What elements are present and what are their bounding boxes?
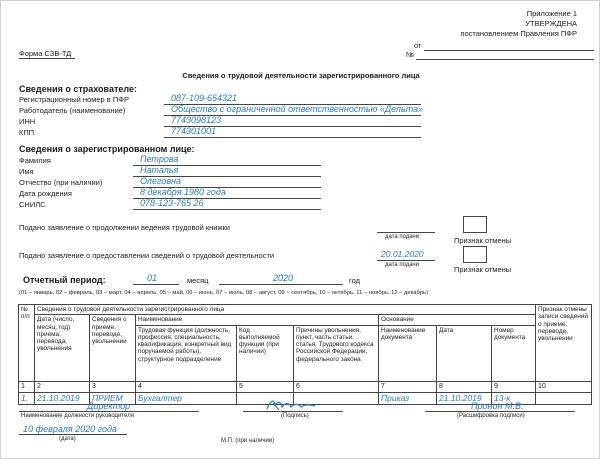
kpp-label: КПП [19, 128, 35, 137]
kpp-line [164, 137, 421, 138]
period-month-label: месяц [187, 276, 209, 285]
from-label: от [414, 41, 422, 50]
paper-book-date-label: дата подачи [385, 234, 420, 240]
electronic-cancel-box[interactable] [463, 246, 487, 263]
header-name: Наименование [136, 315, 379, 325]
header-date: Дата (число, месяц, год) приема, перевода, увольнения [35, 315, 90, 381]
header-event: Сведения о приеме, переводе, увольнении [90, 315, 136, 381]
col-number: 3 [90, 381, 136, 392]
employer-value: Общество с ограниченной ответственностью «Дельта» [171, 104, 424, 114]
inn-value: 7743098123 [171, 115, 222, 125]
period-year-line [219, 284, 343, 285]
stamp-label: М.П. (при наличии) [221, 438, 275, 444]
approved-label: УТВЕРЖДЕНА [525, 19, 577, 28]
name-label: Имя [19, 167, 34, 176]
header-code: Код выполняемой функции (при наличии) [237, 325, 294, 381]
column-number-row [19, 381, 592, 392]
page-title: Сведения о трудовой деятельности зарегистрированного лица [182, 71, 420, 80]
row-doc-name: Приказ [379, 392, 437, 404]
name-decoding-value: Пронин М.В. [471, 401, 524, 411]
period-month-line [133, 284, 179, 285]
period-year-value: 2020 [273, 273, 294, 283]
position-value: Директор [87, 401, 131, 411]
birth-label: Дата рождения [19, 189, 72, 198]
row-date: 21.10.2019 [35, 392, 90, 404]
electronic-date-line [377, 260, 435, 261]
header-info: Сведения о трудовой деятельности зарегистрированного лица [35, 305, 536, 315]
col-number: 2 [35, 381, 90, 392]
row-doc-date: 21.10.2019 [437, 392, 492, 404]
birth-value: 8 декабря 1980 года [140, 187, 226, 197]
name-value: Наталья [140, 165, 179, 175]
work-history-table [18, 304, 592, 405]
header-basis: Основание [379, 315, 536, 325]
snils-value: 078-123-765 26 [140, 198, 204, 208]
electronic-date-label: дата подачи [385, 262, 420, 268]
electronic-application: Подано заявление о предоставлении сведений о трудовой деятельности [19, 251, 275, 260]
row-doc-number: 13-к [492, 392, 536, 404]
form-name: Форма СЗВ-ТД [19, 49, 72, 58]
col-number: 5 [237, 381, 294, 392]
header-function: Трудовая функция (должность, профессия, специальность, квалификация, конкретный вид поручаемой работы), структурное подразделение [136, 325, 237, 381]
row-event: ПРИЕМ [90, 392, 136, 404]
snils-line [133, 209, 321, 210]
paper-book-cancel-box[interactable] [463, 216, 487, 233]
row-function: Бухгалтер [136, 392, 237, 404]
paper-book-cancel-label: Признак отмены [454, 236, 512, 245]
header-doc-date: Дата [437, 325, 492, 381]
sign-line [243, 411, 343, 412]
appendix-label: Приложение 1 [526, 9, 577, 18]
snils-label: СНИЛС [19, 200, 46, 209]
col-number: 1 [19, 381, 35, 392]
sign-date-value: 10 февраля 2020 года [23, 424, 117, 434]
insurer-heading: Сведения о страхователе: [19, 84, 137, 94]
number-line [416, 59, 594, 60]
surname-label: Фамилия [19, 156, 51, 165]
period-label: Отчетный период: [23, 275, 106, 285]
col-number: 10 [536, 381, 592, 392]
sign-label: (Подпись) [281, 413, 309, 419]
patronymic-value: Олеговна [140, 176, 181, 186]
reg-number-value: 087-109-654321 [171, 93, 238, 103]
position-label: Наименование должности руководителя [21, 413, 134, 419]
sign-date-label: (дата) [59, 436, 76, 442]
paper-book-date-line [377, 232, 435, 233]
period-month-value: 01 [147, 273, 158, 283]
period-year-label: год [349, 276, 360, 285]
name-decoding-line [425, 411, 575, 412]
name-decoding-label: (Расшифровка подписи) [457, 413, 525, 419]
inn-label: ИНН [19, 117, 36, 126]
col-number: 7 [379, 381, 437, 392]
patronymic-label: Отчество (при наличии) [19, 178, 103, 187]
employer-label: Работодатель (наименование) [19, 106, 126, 115]
sign-date-line [19, 434, 127, 435]
electronic-cancel-label: Признак отмены [454, 265, 512, 274]
header-cancel: Признак отмены записи сведений о приеме, переводе, увольнении [536, 305, 592, 382]
header-reason: Причины увольнения, пункт, часть статьи, статья, Трудового кодекса Российской Федерации, федерального закона [294, 325, 379, 381]
from-line [424, 50, 594, 51]
electronic-date-value: 20.01.2020 [381, 249, 424, 259]
header-doc-number: Номер документа [492, 325, 536, 381]
col-number: 4 [136, 381, 237, 392]
row-cancel [536, 392, 592, 404]
period-legend: (01 – январь, 02 – февраль, 03 – март, 04 – апрель, 05 – май, 06 – июнь, 07 – июль, 08 – август, 09 – сентябрь, 10 – октябрь, 11 – ноябрь, 12 – декабрь) [19, 290, 428, 296]
surname-value: Петрова [140, 154, 179, 164]
form-name-underline [19, 58, 75, 59]
col-number: 6 [294, 381, 379, 392]
col-number: 9 [492, 381, 536, 392]
resolution-label: постановлением Правления ПФР [460, 29, 577, 38]
number-label: № [406, 50, 415, 59]
kpp-value: 774301001 [171, 126, 217, 136]
paper-book-application: Подано заявление о продолжении ведения трудовой книжки [19, 223, 230, 232]
col-number: 8 [437, 381, 492, 392]
person-heading: Сведения о зарегистрированном лице: [19, 144, 195, 154]
reg-number-label: Регистрационный номер в ПФР [19, 95, 129, 104]
position-line [19, 411, 199, 412]
row-num: 1. [19, 392, 35, 404]
header-doc-name: Наименование документа [379, 325, 437, 381]
header-num: № п/п [19, 305, 35, 382]
